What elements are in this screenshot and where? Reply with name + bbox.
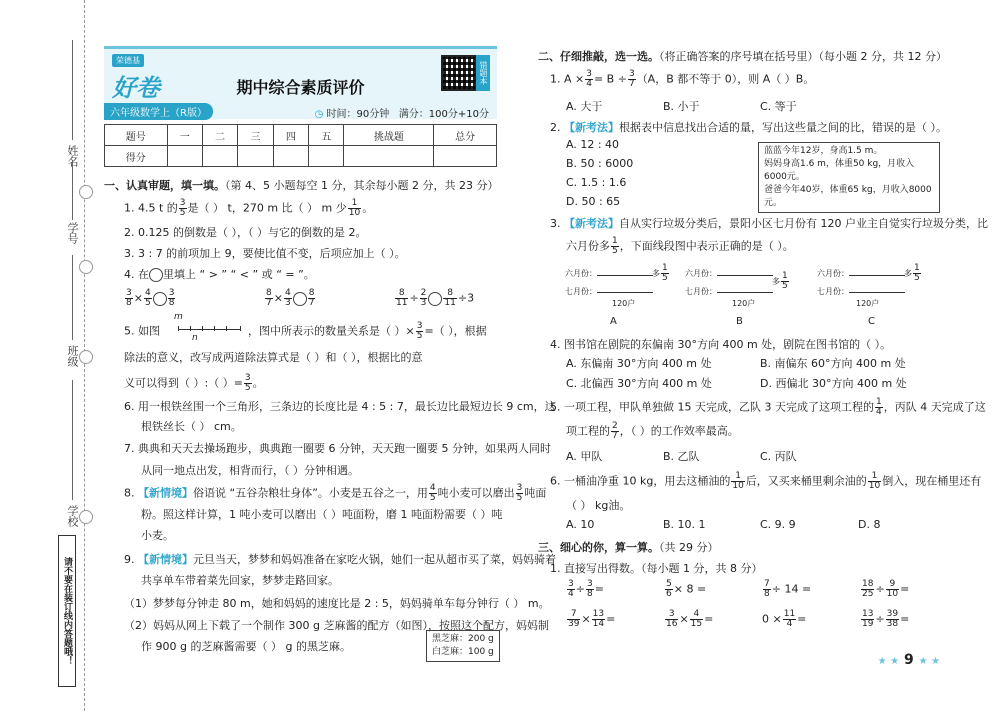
section1-title: [104, 177, 498, 193]
m-label: m: [174, 312, 183, 322]
grade-label: 六年级数学上（R版）: [104, 103, 213, 120]
calc-item: $\frac{18}{25}$ ÷ $\frac{9}{10}$ =: [862, 579, 910, 599]
diagram-a-july-line: [597, 292, 653, 293]
circle-blank-icon: [149, 268, 163, 282]
school-line: [72, 380, 73, 500]
diagram-c-hu: 120户: [856, 299, 880, 308]
diagram-b-june-label: 六月份：: [685, 269, 717, 278]
s2-question-6-line2: （ ） kg油。: [566, 499, 631, 512]
s3-question-1: 1. 直接写出得数。（每小题 1 分，共 8 分）: [550, 562, 763, 575]
segment-line: [178, 329, 240, 330]
score-input-cell[interactable]: [344, 146, 434, 167]
calc-item: $\frac{7}{8}$ ÷ 14 =: [764, 579, 812, 599]
segment-tick: [202, 326, 203, 331]
q-text: ，丙队 4 天完成了这: [883, 400, 986, 414]
q-text: 项工程的: [566, 424, 610, 438]
table-cell: 得分: [105, 146, 168, 167]
calc-item: 0 × $\frac{11}{4}$ =: [762, 609, 807, 629]
table-row: [105, 146, 497, 167]
option[interactable]: C. 丙队: [760, 450, 797, 463]
question-1: 1. 4.5 t 的 $\frac{3}{5}$ 是（ ） t，270 m 比（ ） m 少 $\frac{1}{10}$ 。: [124, 198, 374, 218]
question-8-line2: 粉。照这样计算，1 吨小麦可以磨出（ ）吨面粉，磨 1 吨面粉需要（ ）吨: [141, 508, 503, 521]
option[interactable]: D. 8: [858, 518, 881, 531]
new-context-tag: 【新情境】: [138, 553, 193, 566]
segment-tick: [214, 326, 215, 331]
option[interactable]: B. 10. 1: [663, 518, 706, 531]
question-3: 3. 3 : 7 的前项加上 9，要使比值不变，后项应加上（ ）。: [124, 247, 406, 260]
question-5-line3: 义可以得到（ ）:（ ）= $\frac{3}{5}$ 。: [124, 373, 264, 393]
s2-question-3-line2: 六月份多 $\frac{1}{5}$ ，下面线段图中表示正确的是（ ）。: [566, 236, 794, 256]
warning-box: 请不要在装订线内答题哦！: [58, 535, 76, 687]
time-score: [315, 105, 489, 120]
diagram-b-june-line: [717, 275, 773, 276]
q-text: ，（ ）的工作效率最高。: [619, 424, 739, 438]
diagram-a-june-line: [597, 275, 653, 276]
s2-question-1: 1. A × $\frac{3}{4}$ = B ÷ $\frac{3}{7}$ （A，B 都不等于 0），则 A（ ）B。: [550, 69, 815, 89]
page-number-text: 9: [903, 652, 914, 668]
fraction: $\frac{1}{10}$: [348, 198, 361, 218]
question-9-line2: 共享单车带着菜先回家，梦梦走路回家。: [141, 574, 339, 587]
segment-tick: [190, 326, 191, 331]
segment-tick: [240, 326, 241, 331]
option[interactable]: B. 小于: [663, 100, 700, 113]
binding-hole: [79, 510, 93, 524]
diagram-c-label[interactable]: C: [868, 316, 875, 327]
id-label: 学号: [66, 222, 79, 244]
binding-hole: [79, 185, 93, 199]
s2-question-5: 5. 一项工程，甲队单独做 15 天完成，乙队 3 天完成了这项工程的 $\frac{1}{4}$ ，丙队 4 天完成了这: [550, 397, 986, 417]
recipe-line: 白芝麻：100 g: [432, 647, 494, 657]
info-line: 蓝蓝今年12岁，身高1.5 m。: [764, 146, 883, 156]
question-9-1: （1）梦梦每分钟走 80 m，她和妈妈的速度比是 2 : 5，妈妈骑单车每分钟行（ ） m。: [124, 597, 550, 610]
name-label: 姓名: [66, 145, 79, 167]
n-label: n: [192, 333, 198, 343]
option[interactable]: A. 大于: [566, 100, 603, 113]
new-method-tag: 【新考法】: [564, 121, 619, 134]
q-text: 六月份多: [566, 239, 610, 253]
question-5: 5. 如图 ，图中所表示的数量关系是（ ）× $\frac{3}{5}$ =（ ），根据: [124, 321, 487, 341]
question-2: 2. 0.125 的倒数是（ ），（ ）与它的倒数的是 2。: [124, 226, 367, 239]
option[interactable]: B. 乙队: [663, 450, 700, 463]
q-text: 吨小麦可以磨出: [437, 486, 515, 500]
s2-question-6: 6. 一桶油净重 10 kg，用去这桶油的 $\frac{1}{10}$ 后，又买来桶里剩余油的 $\frac{1}{10}$ 倒入，现在桶里还有: [550, 471, 982, 491]
diagram-a-more: 多 $\frac{1}{5}$: [652, 263, 668, 283]
diagram-c-july-label: 七月份：: [817, 287, 849, 296]
diagram-c-more: 多 $\frac{1}{5}$: [904, 263, 920, 283]
question-9-2-line2: 作 900 g 的芝麻酱需要（ ） g 的黑芝麻。: [141, 640, 351, 653]
q-text: ，下面线段图中表示正确的是（ ）。: [619, 239, 794, 253]
score-table: [104, 124, 497, 167]
table-cell: 题号: [105, 125, 168, 146]
s2-question-3: 3. 【新考法】自从实行垃圾分类后，景阳小区七月份有 120 户业主自觉实行垃圾分类，比: [550, 217, 988, 230]
section-note: （共 29 分）: [659, 541, 719, 554]
table-cell: 一: [167, 125, 202, 146]
q-text: = B ÷: [593, 72, 627, 86]
q-text: =（ ），根据: [424, 324, 487, 338]
option[interactable]: C. 1.5 : 1.6: [566, 176, 627, 189]
fraction: $\frac{3}{5}$: [179, 198, 186, 218]
option[interactable]: C. 等于: [760, 100, 797, 113]
table-cell: 三: [238, 125, 273, 146]
calc-item: $\frac{5}{6}$ × 8 =: [666, 579, 707, 599]
binding-strip: [0, 0, 100, 711]
compare-item: $\frac{3}{8}$ × $\frac{4}{5}$ $\frac{3}{8}$: [126, 288, 175, 308]
school-label: 学校: [66, 505, 79, 527]
question-8-line3: 小麦。: [141, 529, 174, 542]
calc-item: $\frac{3}{4}$ ÷ $\frac{3}{8}$ =: [568, 579, 604, 599]
option[interactable]: D. 50 : 65: [566, 195, 621, 208]
table-cell: 五: [309, 125, 344, 146]
question-5-line2: 除法的意义，改写成两道除法算式是（ ）和（ ），根据比的意: [124, 351, 423, 364]
q-text: （A，B 都不等于 0），则 A（ ）B。: [636, 72, 815, 86]
q-text: 吨面: [524, 486, 547, 500]
q-text: 4. 在: [124, 268, 149, 281]
info-line: 爸爸今年40岁，体重65 kg，月收入8000元。: [764, 185, 932, 208]
diagram-c-july-line: [849, 292, 905, 293]
q-text: ，图中所表示的数量关系是（ ）×: [248, 324, 415, 338]
time-label: 时间：90分钟: [326, 109, 390, 120]
info-box: [758, 142, 940, 213]
calc-item: $\frac{13}{19}$ ÷ $\frac{39}{38}$ =: [862, 609, 910, 629]
s2-question-2: 2. 【新考法】根据表中信息找出合适的量，写出这些量之间的比，错误的是（ ）。: [550, 121, 947, 134]
segment-tick: [178, 326, 179, 331]
calc-item: $\frac{3}{16}$ × $\frac{4}{15}$ =: [666, 609, 714, 629]
table-cell: 四: [273, 125, 308, 146]
section-heading: 一、认真审题，填一填。: [104, 179, 225, 192]
section-note: （第 4、5 小题每空 1 分，其余每小题 2 分，共 23 分）: [225, 179, 499, 192]
calc-item: $\frac{7}{39}$ × $\frac{13}{14}$ =: [568, 609, 616, 629]
section-heading: 二、仔细推敲，选一选。: [538, 50, 659, 63]
diagram-b-hu: 120户: [732, 299, 756, 308]
diagram-a-july-label: 七月份：: [565, 287, 597, 296]
q-text: 根据表中信息找出合适的量，写出这些量之间的比，错误的是（ ）。: [619, 121, 947, 134]
diagram-b-more: 多 $\frac{1}{5}$: [772, 271, 788, 291]
segment-tick: [226, 326, 227, 331]
page-number: ★ ★ 9 ★ ★: [877, 652, 940, 668]
question-7-line2: 从同一地点出发，相背而行，（ ）分钟相遇。: [141, 464, 359, 477]
table-cell: 总分: [434, 125, 497, 146]
question-9-2: （2）妈妈从网上下载了一个制作 300 g 芝麻酱的配方（如图），按照这个配方，妈妈制: [124, 619, 549, 632]
q-text: 自从实行垃圾分类后，景阳小区七月份有 120 户业主自觉实行垃圾分类，比: [619, 217, 988, 230]
score-input-cell[interactable]: [238, 146, 273, 167]
diagram-b-label[interactable]: B: [736, 316, 743, 327]
binding-hole: [79, 260, 93, 274]
q-text: 义可以得到（ ）:（ ）=: [124, 376, 243, 390]
q-text: 6. 一桶油净重 10 kg，用去这桶油的: [550, 474, 731, 488]
table-row: [105, 125, 497, 146]
id-line: [72, 160, 73, 220]
q-text: 后，又买来桶里剩余油的: [745, 474, 867, 488]
q-text: 5. 一项工程，甲队单独做 15 天完成，乙队 3 天完成了这项工程的: [550, 400, 874, 414]
s2-question-5-line2: 项工程的 $\frac{2}{7}$ ，（ ）的工作效率最高。: [566, 421, 739, 441]
option[interactable]: A. 10: [566, 518, 595, 531]
qr-tag: 错题本: [476, 55, 490, 91]
q-text: 里填上 “ > ” “ < ” 或 “ = ”。: [163, 268, 315, 281]
page-title: 期中综合素质评价: [236, 78, 365, 97]
option[interactable]: A. 12 : 40: [566, 138, 620, 151]
new-method-tag: 【新考法】: [564, 217, 619, 230]
q-text: 5. 如图: [124, 324, 160, 338]
full-score-label: 满分：100分+10分: [398, 109, 489, 120]
option[interactable]: B. 50 : 6000: [566, 157, 634, 170]
q-text: 1. A ×: [550, 72, 585, 86]
class-label: 班级: [66, 345, 79, 367]
binding-hole: [79, 350, 93, 364]
diagram-b-july-label: 七月份：: [685, 287, 717, 296]
compare-item: $\frac{8}{7}$ × $\frac{4}{3}$ $\frac{8}{7}$: [266, 288, 315, 308]
qr-code-icon: [441, 55, 477, 91]
score-input-cell[interactable]: [309, 146, 344, 167]
diagram-a-label[interactable]: A: [610, 316, 617, 327]
q-text: 元旦当天，梦梦和妈妈准备在家吃火锅，她们一起从超市买了菜，妈妈骑着: [193, 553, 556, 566]
new-context-tag: 【新情境】: [138, 486, 193, 500]
clock-icon: ◷: [314, 109, 324, 120]
score-input-cell[interactable]: [167, 146, 202, 167]
question-4: [124, 266, 315, 282]
question-6: 6. 用一根铁丝围一个三角形，三条边的长度比是 4 : 5 : 7，最长边比最短边长 9 cm，这: [124, 400, 556, 413]
option[interactable]: B. 南偏东 60°方向 400 m 处: [760, 357, 906, 370]
score-input-cell[interactable]: [202, 146, 237, 167]
q-text: 1. 4.5 t 的: [124, 201, 178, 215]
question-7: 7. 典典和天天去操场跑步，典典跑一圈要 6 分钟，天天跑一圈要 5 分钟，如果两人同时: [124, 442, 551, 455]
table-cell: 挑战题: [344, 125, 434, 146]
brand-top: 荣德基: [112, 54, 144, 67]
q-text: 倒入，现在桶里还有: [882, 474, 982, 488]
recipe-line: 黑芝麻：200 g: [432, 634, 494, 644]
table-cell: 二: [202, 125, 237, 146]
option[interactable]: D. 西偏北 30°方向 400 m 处: [760, 377, 907, 390]
question-8: 8. 【新情境】俗语说 “五谷杂粮壮身体”。小麦是五谷之一，用 $\frac{4}{5}$ 吨小麦可以磨出 $\frac{3}{5}$ 吨面: [124, 483, 547, 503]
diagram-c-june-line: [849, 275, 905, 276]
section-note: （将正确答案的序号填在括号里）（每小题 2 分，共 12 分）: [659, 50, 947, 63]
diagram-b-july-line: [717, 292, 773, 293]
info-line: 妈妈身高1.6 m，体重50 kg，月收入6000元。: [764, 159, 915, 182]
s2-question-4: 4. 图书馆在剧院的东偏南 30°方向 400 m 处，剧院在图书馆的（ ）。: [550, 338, 892, 351]
brand-logo-text: 好卷: [112, 73, 160, 102]
section3-title: [538, 539, 719, 555]
q-text: 俗语说 “五谷杂粮壮身体”。小麦是五谷之一，用: [193, 486, 428, 500]
q-text: 是（ ） t，270 m 比（ ） m 少: [187, 201, 347, 215]
option[interactable]: A. 甲队: [566, 450, 603, 463]
diagram-c-june-label: 六月份：: [817, 269, 849, 278]
option[interactable]: A. 东偏南 30°方向 400 m 处: [566, 357, 712, 370]
score-input-cell[interactable]: [434, 146, 497, 167]
question-6-line2: 根铁丝长（ ） cm。: [141, 420, 242, 433]
diagram-a-hu: 120户: [612, 299, 636, 308]
section2-title: [538, 48, 947, 64]
class-line: [72, 255, 73, 340]
question-9: 9. 【新情境】元旦当天，梦梦和妈妈准备在家吃火锅，她们一起从超市买了菜，妈妈骑着: [124, 553, 556, 566]
compare-item: $\frac{8}{11}$ ÷ $\frac{2}{3}$ $\frac{8}{11}$ ÷3: [396, 288, 475, 308]
option[interactable]: C. 北偏西 30°方向 400 m 处: [566, 377, 712, 390]
section-heading: 三、细心的你，算一算。: [538, 541, 659, 554]
score-input-cell[interactable]: [273, 146, 308, 167]
recipe-box: [426, 630, 500, 662]
option[interactable]: C. 9. 9: [760, 518, 796, 531]
exam-header: [104, 46, 497, 119]
diagram-a-june-label: 六月份：: [565, 269, 597, 278]
name-line: [72, 40, 73, 140]
